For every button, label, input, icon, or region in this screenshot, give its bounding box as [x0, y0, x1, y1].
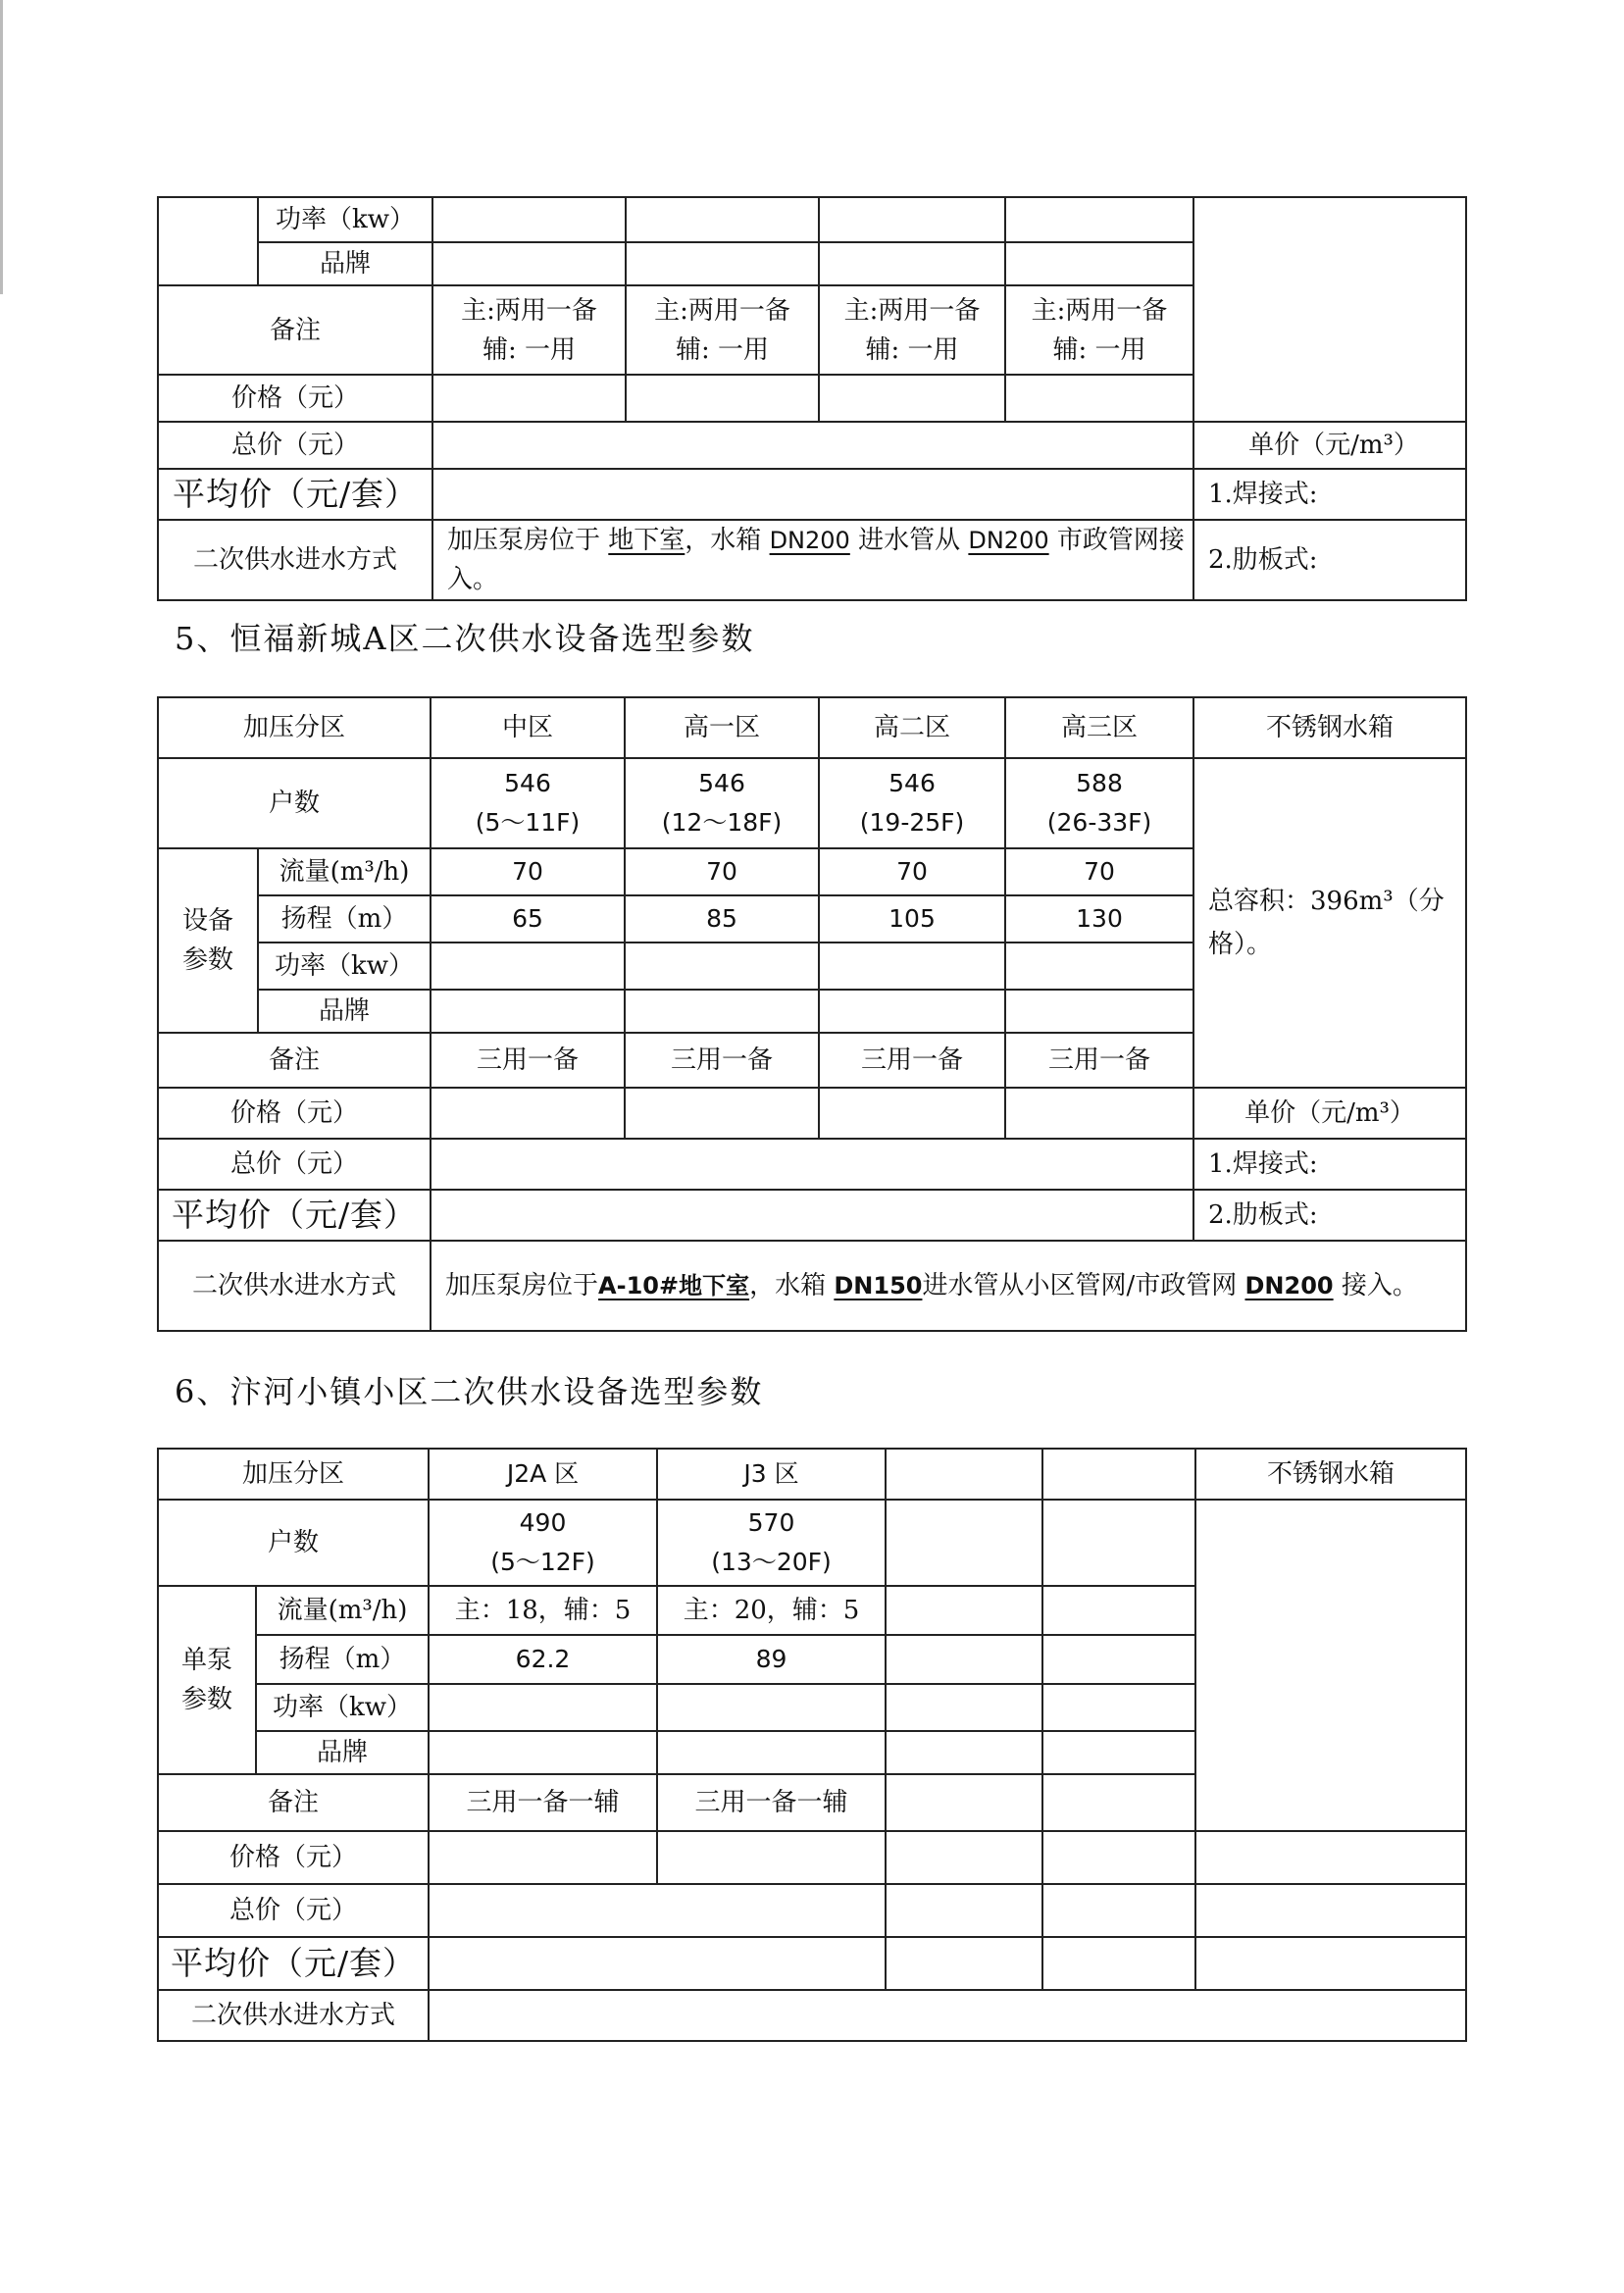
remarks-cell: 三用一备	[1005, 1033, 1193, 1088]
brand-cell[interactable]	[657, 1731, 886, 1774]
zone-header: J3 区	[657, 1449, 886, 1500]
avg-cell[interactable]	[1042, 1937, 1195, 1990]
rib-label: 2.肋板式:	[1193, 520, 1466, 600]
remarks-cell: 三用一备	[819, 1033, 1005, 1088]
zone-header: J2A 区	[429, 1449, 657, 1500]
households-cell: 546 (5～11F)	[431, 758, 625, 848]
section5-heading: 5、恒福新城A区二次供水设备选型参数	[175, 620, 755, 657]
head-cell: 89	[657, 1635, 886, 1684]
households-cell[interactable]	[886, 1500, 1042, 1586]
households-cell: 546 (12～18F)	[625, 758, 819, 848]
power-cell[interactable]	[431, 943, 625, 990]
zone-header	[886, 1449, 1042, 1500]
head-cell: 105	[819, 895, 1005, 943]
flow-label: 流量(m³/h)	[256, 1586, 429, 1635]
remarks-cell: 三用一备一辅	[429, 1774, 657, 1831]
households-label: 户数	[158, 1500, 429, 1586]
tank-cell[interactable]	[1195, 1500, 1466, 1831]
total-cell[interactable]	[1195, 1884, 1466, 1937]
price-cell[interactable]	[431, 1088, 625, 1139]
brand-cell[interactable]	[1005, 242, 1193, 285]
power-cell[interactable]	[625, 943, 819, 990]
brand-cell[interactable]	[819, 990, 1005, 1033]
avg-label: 平均价（元/套）	[158, 1937, 429, 1990]
flow-cell[interactable]	[1042, 1586, 1195, 1635]
avg-label: 平均价（元/套）	[158, 1190, 431, 1241]
brand-cell[interactable]	[429, 1731, 657, 1774]
remarks-label: 备注	[158, 1033, 431, 1088]
flow-cell: 主：18，辅：5	[429, 1586, 657, 1635]
brand-cell[interactable]	[1005, 990, 1193, 1033]
tank-cell[interactable]	[1193, 197, 1466, 422]
zone-header: 高一区	[625, 697, 819, 758]
brand-cell[interactable]	[626, 242, 819, 285]
total-label: 总价（元）	[158, 422, 432, 469]
total-cell[interactable]	[886, 1884, 1042, 1937]
total-label: 总价（元）	[158, 1884, 429, 1937]
power-cell[interactable]	[819, 197, 1005, 242]
brand-cell[interactable]	[819, 242, 1005, 285]
head-label: 扬程（m）	[258, 895, 431, 943]
brand-label: 品牌	[256, 1731, 429, 1774]
brand-label: 品牌	[258, 242, 432, 285]
zone-header: 中区	[431, 697, 625, 758]
head-cell: 85	[625, 895, 819, 943]
price-cell[interactable]	[1195, 1831, 1466, 1884]
total-cell[interactable]	[432, 422, 1193, 469]
flow-cell: 70	[1005, 848, 1193, 895]
head-cell: 130	[1005, 895, 1193, 943]
power-cell[interactable]	[819, 943, 1005, 990]
head-label: 扬程（m）	[256, 1635, 429, 1684]
remarks-cell: 三用一备	[431, 1033, 625, 1088]
equip-group-cell	[158, 197, 258, 285]
power-label: 功率（kw）	[258, 197, 432, 242]
price-label: 价格（元）	[158, 375, 432, 422]
table-section6	[157, 1448, 1467, 2042]
price-cell[interactable]	[429, 1831, 657, 1884]
households-cell: 570 (13～20F)	[657, 1500, 886, 1586]
table-section5	[157, 696, 1467, 1332]
power-cell[interactable]	[432, 197, 626, 242]
brand-cell[interactable]	[625, 990, 819, 1033]
power-cell[interactable]	[626, 197, 819, 242]
inlet-label: 二次供水进水方式	[158, 520, 432, 600]
price-cell[interactable]	[625, 1088, 819, 1139]
avg-cell[interactable]	[429, 1937, 886, 1990]
flow-label: 流量(m³/h)	[258, 848, 431, 895]
brand-cell[interactable]	[1042, 1731, 1195, 1774]
flow-cell: 70	[625, 848, 819, 895]
price-cell[interactable]	[1005, 375, 1193, 422]
price-label: 价格（元）	[158, 1088, 431, 1139]
remarks-cell[interactable]	[886, 1774, 1042, 1831]
unit-price-label: 单价（元/m³）	[1193, 422, 1466, 469]
remarks-cell: 主:两用一备 辅: 一用	[432, 285, 626, 375]
tank-header: 不锈钢水箱	[1193, 697, 1466, 758]
pump-label: 单泵参数	[158, 1586, 256, 1774]
total-label: 总价（元）	[158, 1139, 431, 1190]
head-cell[interactable]	[1042, 1635, 1195, 1684]
remarks-cell: 主:两用一备 辅: 一用	[819, 285, 1005, 375]
zone-label: 加压分区	[158, 697, 431, 758]
brand-cell[interactable]	[431, 990, 625, 1033]
brand-label: 品牌	[258, 990, 431, 1033]
rib-label: 2.肋板式:	[1193, 1190, 1466, 1241]
brand-cell[interactable]	[886, 1731, 1042, 1774]
remarks-cell: 主:两用一备 辅: 一用	[626, 285, 819, 375]
zone-header	[1042, 1449, 1195, 1500]
weld-label: 1.焊接式:	[1193, 469, 1466, 520]
power-cell[interactable]	[657, 1684, 886, 1731]
power-cell[interactable]	[1042, 1684, 1195, 1731]
flow-cell: 70	[819, 848, 1005, 895]
power-cell[interactable]	[1005, 943, 1193, 990]
inlet-description: 加压泵房位于A-10#地下室，水箱 DN150进水管从小区管网/市政管网 DN200 接入。	[431, 1241, 1466, 1331]
flow-cell: 70	[431, 848, 625, 895]
head-cell[interactable]	[886, 1635, 1042, 1684]
table-section4-tail	[157, 196, 1467, 601]
zone-header: 高二区	[819, 697, 1005, 758]
households-cell[interactable]	[1042, 1500, 1195, 1586]
power-cell[interactable]	[429, 1684, 657, 1731]
inlet-description: 加压泵房位于 地下室，水箱 DN200 进水管从 DN200 市政管网接入。	[432, 520, 1193, 600]
head-cell: 62.2	[429, 1635, 657, 1684]
total-cell[interactable]	[431, 1139, 1193, 1190]
households-cell: 588 (26-33F)	[1005, 758, 1193, 848]
remarks-cell: 主:两用一备 辅: 一用	[1005, 285, 1193, 375]
avg-label: 平均价（元/套）	[158, 469, 432, 520]
remarks-label: 备注	[158, 1774, 429, 1831]
power-label: 功率（kw）	[258, 943, 431, 990]
zone-label: 加压分区	[158, 1449, 429, 1500]
scan-margin-mark	[0, 0, 3, 294]
weld-label: 1.焊接式:	[1193, 1139, 1466, 1190]
households-cell: 546 (19-25F)	[819, 758, 1005, 848]
avg-cell[interactable]	[1195, 1937, 1466, 1990]
avg-cell[interactable]	[431, 1190, 1193, 1241]
flow-cell: 主：20，辅：5	[657, 1586, 886, 1635]
price-cell[interactable]	[657, 1831, 886, 1884]
inlet-label: 二次供水进水方式	[158, 1990, 429, 2041]
brand-cell[interactable]	[432, 242, 626, 285]
price-label: 价格（元）	[158, 1831, 429, 1884]
price-cell[interactable]	[819, 1088, 1005, 1139]
power-label: 功率（kw）	[256, 1684, 429, 1731]
unit-price-label: 单价（元/m³）	[1193, 1088, 1466, 1139]
remarks-label: 备注	[158, 285, 432, 375]
remarks-cell: 三用一备一辅	[657, 1774, 886, 1831]
households-label: 户数	[158, 758, 431, 848]
price-cell[interactable]	[886, 1831, 1042, 1884]
price-cell[interactable]	[819, 375, 1005, 422]
power-cell[interactable]	[1005, 197, 1193, 242]
households-cell: 490 (5～12F)	[429, 1500, 657, 1586]
flow-cell[interactable]	[886, 1586, 1042, 1635]
remarks-cell[interactable]	[1042, 1774, 1195, 1831]
inlet-label: 二次供水进水方式	[158, 1241, 431, 1331]
price-cell[interactable]	[1042, 1831, 1195, 1884]
price-cell[interactable]	[1005, 1088, 1193, 1139]
tank-capacity: 总容积：396m³（分格）。	[1193, 758, 1466, 1088]
tank-header: 不锈钢水箱	[1195, 1449, 1466, 1500]
equip-label: 设备参数	[158, 848, 258, 1033]
power-cell[interactable]	[886, 1684, 1042, 1731]
price-cell[interactable]	[432, 375, 626, 422]
inlet-cell[interactable]	[429, 1990, 1466, 2041]
price-cell[interactable]	[626, 375, 819, 422]
total-cell[interactable]	[1042, 1884, 1195, 1937]
avg-cell[interactable]	[432, 469, 1193, 520]
avg-cell[interactable]	[886, 1937, 1042, 1990]
head-cell: 65	[431, 895, 625, 943]
section6-heading: 6、汴河小镇小区二次供水设备选型参数	[175, 1373, 764, 1410]
zone-header: 高三区	[1005, 697, 1193, 758]
total-cell[interactable]	[429, 1884, 886, 1937]
remarks-cell: 三用一备	[625, 1033, 819, 1088]
